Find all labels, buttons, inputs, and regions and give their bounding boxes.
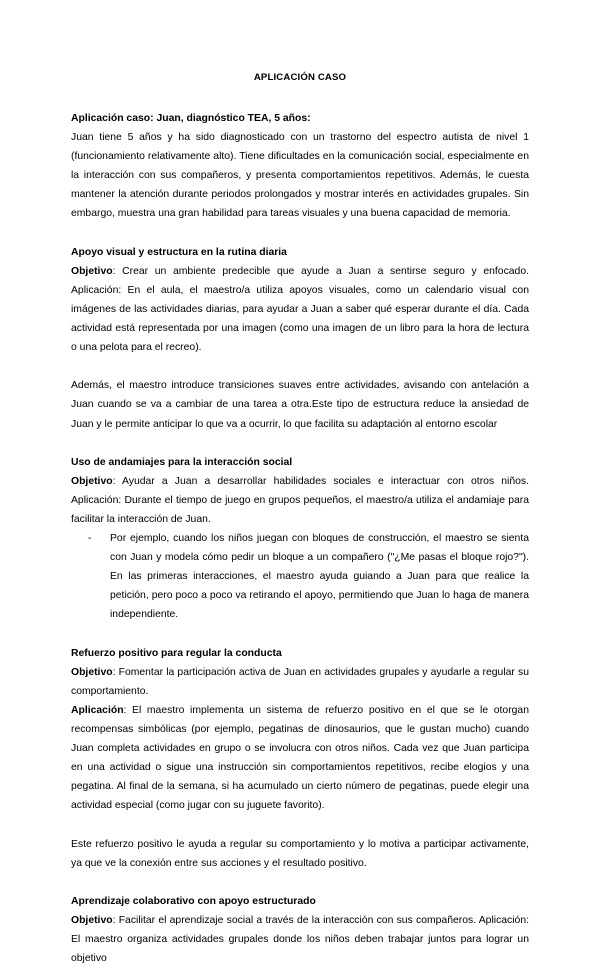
paragraph-lead-label: Aplicación xyxy=(71,704,124,716)
paragraph-spacer xyxy=(71,873,529,892)
visual-support-paragraph xyxy=(71,262,529,357)
transitions-paragraph: Además, el maestro introduce transiciones suaves entre actividades, avisando con antelación a Juan cuando se va a cambiar de una tarea a otra.Este tipo de estructura reduce la ansiedad de Juan y le permite anticipar lo que va a ocurrir, lo que facilita su adaptación al entorno escolar xyxy=(71,380,529,430)
bullet-dash-marker: - xyxy=(88,533,92,545)
scaffolding-heading: Uso de andamiajes para la interacción social xyxy=(71,456,293,468)
paragraph-lead-label: Objetivo xyxy=(71,265,113,277)
paragraph-spacer xyxy=(71,815,529,834)
scaffolding-paragraph xyxy=(71,472,529,529)
paragraph-text: : Crear un ambiente predecible que ayude a Juan a sentirse seguro y enfocado. Aplicación: En el aula, el maestro/a utiliza apoyos visuales, como un calendario visual con imágenes de las actividades diarias, para ayudar a Juan a saber qué esperar durante el día. Cada actividad está representada por una imagen (como una imagen de un libro para la hora de lectura o una pelota para el recreo). xyxy=(71,265,529,354)
collaborative-learning-paragraph xyxy=(71,911,529,968)
paragraph-spacer xyxy=(71,434,529,453)
positive-reinforcement-heading: Refuerzo positivo para regular la conducta xyxy=(71,647,282,659)
visual-support-heading: Apoyo visual y estructura en la rutina diaria xyxy=(71,246,287,258)
paragraph-lead-label: Objetivo xyxy=(71,475,113,487)
scaffolding-bullet-item xyxy=(71,529,529,624)
paragraph-lead-label: Objetivo xyxy=(71,666,113,678)
document-body xyxy=(71,109,529,968)
positive-reinforcement-objective xyxy=(71,663,529,701)
positive-reinforcement-summary: Este refuerzo positivo le ayuda a regular su comportamiento y lo motiva a participar activamente, ya que ve la conexión entre sus acciones y el resultado positivo. xyxy=(71,838,529,869)
bullet-list xyxy=(71,529,529,624)
paragraph-text: : Fomentar la participación activa de Juan en actividades grupales y ayudarle a regular su comportamiento. xyxy=(71,666,529,697)
positive-reinforcement-application xyxy=(71,701,529,816)
collaborative-learning-heading: Aprendizaje colaborativo con apoyo estructurado xyxy=(71,895,316,907)
paragraph-spacer xyxy=(71,625,529,644)
paragraph-spacer xyxy=(71,224,529,243)
paragraph-text: : Facilitar el aprendizaje social a través de la interacción con sus compañeros. Aplicación: El maestro organiza actividades grupales donde los niños deben trabajar juntos para lograr un objetivo xyxy=(71,914,529,965)
case-intro-heading: Aplicación caso: Juan, diagnóstico TEA, 5 años: xyxy=(71,113,311,124)
paragraph-text: : El maestro implementa un sistema de refuerzo positivo en el que se le otorgan recompensas simbólicas (por ejemplo, pegatinas de dinosaurios, que le gustan mucho) cuando Juan completa actividades en grupo o se involucra con otros niños. Cada vez que Juan participa en una actividad o sigue una instrucción sin comportamientos repetitivos, recibe elogios y una pegatina. Al final de la semana, si ha acumulado un cierto número de pegatinas, puede elegir una actividad especial (como jugar con su juguete favorito). xyxy=(71,704,529,812)
bullet-text: Por ejemplo, cuando los niños juegan con bloques de construcción, el maestro se sienta con Juan y modela cómo pedir un bloque a un compañero ("¿Me pasas el bloque rojo?"). En las primeras interacciones, el maestro ayuda guiando a Juan para que realice la petición, pero poco a poco va retirando el apoyo, permitiendo que Juan lo haga de manera independiente. xyxy=(110,533,529,621)
paragraph-lead-label: Objetivo xyxy=(71,914,113,926)
page-title: APLICACIÓN CASO xyxy=(253,72,347,83)
paragraph-text: : Ayudar a Juan a desarrollar habilidades sociales e interactuar con otros niños. Aplicación: Durante el tiempo de juego en grupos pequeños, el maestro/a utiliza el andamiaje para facilitar la interacción de Juan. xyxy=(71,475,529,525)
paragraph-spacer xyxy=(71,357,529,376)
case-intro-paragraph: Juan tiene 5 años y ha sido diagnosticado con un trastorno del espectro autista de nivel 1 (funcionamiento relativamente alto). Tiene dificultades en la comunicación social, especialmente en la interacción con sus compañeros, y presenta comportamientos repetitivos. Además, le cuesta mantener la atención durante periodos prolongados y mostrar interés en actividades grupales. Sin embargo, muestra una gran habilidad para tareas visuales y una buena capacidad de memoria. xyxy=(71,132,529,220)
